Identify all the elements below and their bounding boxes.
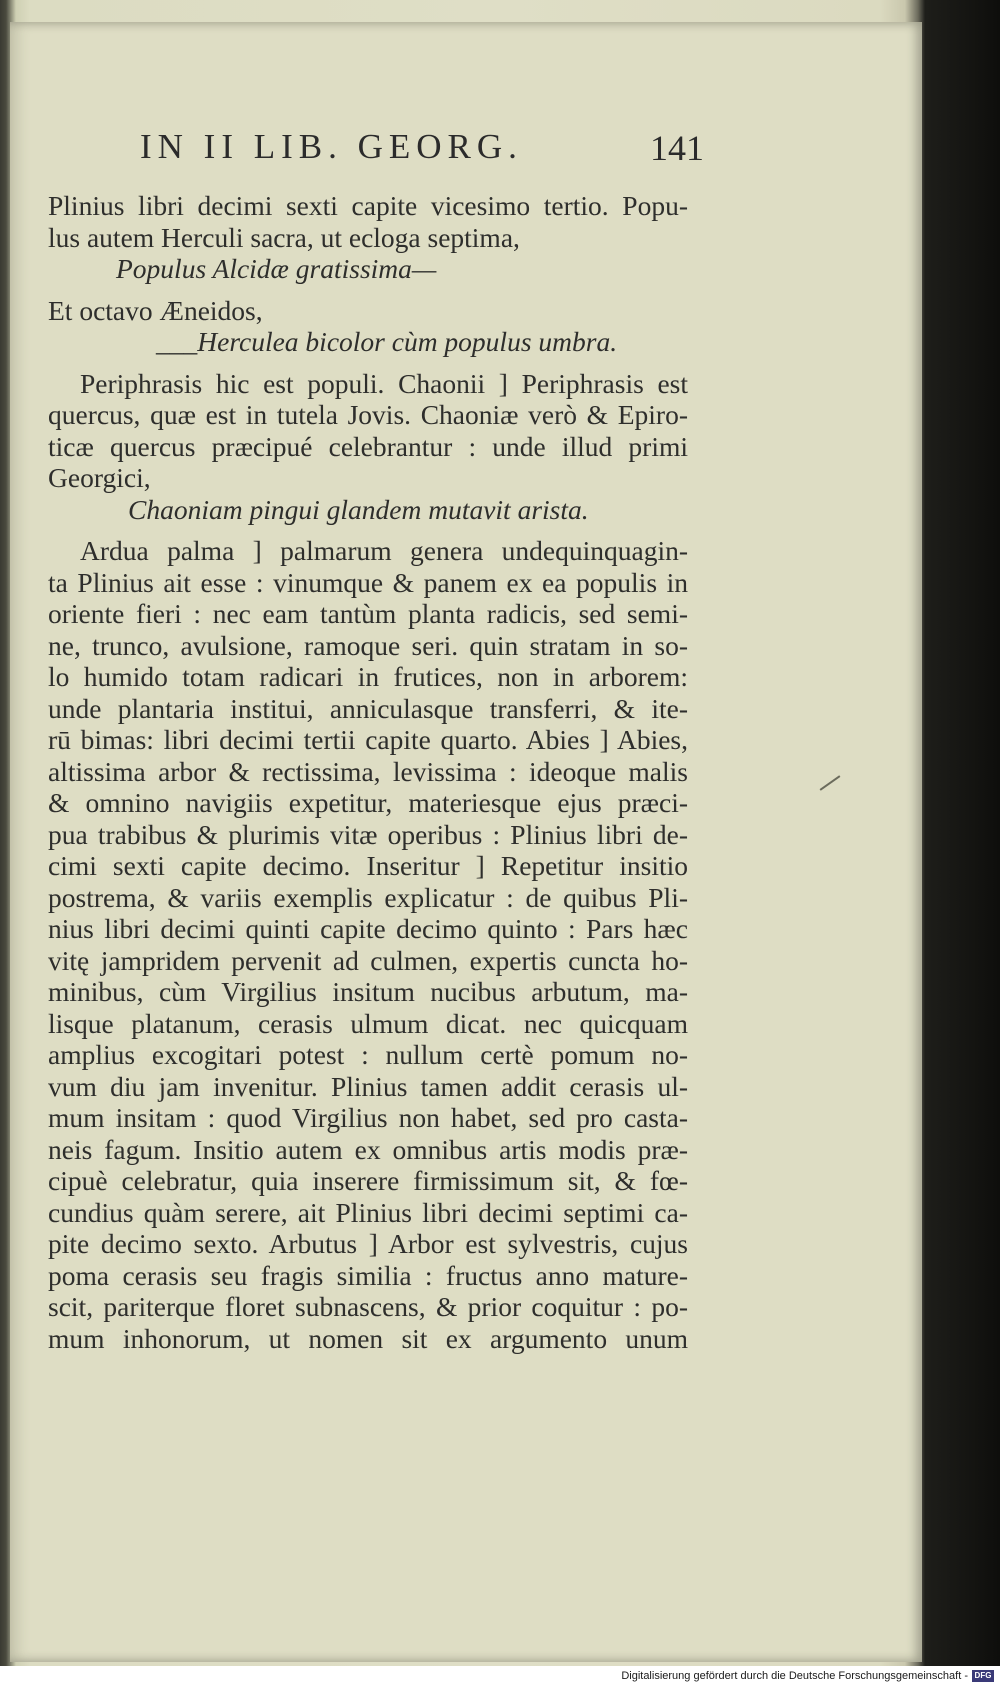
text-line: ta Plinius ait esse : vinumque & panem ex ea populis in [48,566,688,598]
text-line: altissima arbor & rectissima, levissima : ideoque malis [48,755,688,787]
text-line: Georgici, [48,462,151,493]
page-number: 141 [650,128,704,168]
text-line: vitę jampridem pervenit ad culmen, expertis cuncta ho- [48,944,688,976]
text-line: vum diu jam invenitur. Plinius tamen addit cerasis ul- [48,1070,688,1102]
footer-bar [0,1666,1000,1688]
running-head: IN II LIB. GEORG. [140,127,523,166]
dfg-logo: DFG [972,1670,994,1682]
text-line: minibus, cùm Virgilius insitum nucibus arbutum, ma- [48,976,688,1007]
text-line: ne, trunco, avulsione, ramoque seri. quin stratam in so- [48,629,688,661]
text-line: neis fagum. Insitio autem ex omnibus artis modis præ- [48,1133,688,1165]
text-line: Ardua palma ] palmarum genera undequinquagin- [80,535,688,566]
text-line: amplius excogitari potest : nullum certè pomum no- [48,1039,688,1070]
text-line: unde plantaria institui, anniculasque transferri, & ite- [48,692,688,724]
text-line: rū bimas: libri decimi tertii capite quarto. Abies ] Abies, [48,724,688,755]
text-line: cimi sexti capite decimo. Inseritur ] Repetitur insitio [48,850,688,881]
text-line: mum inhonorum, ut nomen sit ex argumento unum [48,1322,688,1354]
text-line: mum insitam : quod Virgilius non habet, sed pro casta- [48,1102,688,1133]
book-page [10,22,922,1662]
text-line: cipuè celebratur, quia inserere firmissimum sit, & fœ- [48,1165,688,1196]
text-line: Et octavo Æneidos, [48,294,263,326]
text-line: cundius quàm serere, ait Plinius libri decimi septimi ca- [48,1196,688,1228]
body-text [48,190,688,1354]
text-line: Periphrasis hic est populi. Chaonii ] Periphrasis est [80,367,688,399]
text-line: lo humido totam radicari in frutices, non in arborem: [48,661,688,692]
text-line: & omnino navigiis expetitur, materiesque ejus præci- [48,787,688,818]
text-line: lus autem Herculi sacra, ut ecloga septima, [48,221,520,253]
text-line: pite decimo sexto. Arbutus ] Arbor est sylvestris, cujus [48,1228,688,1259]
text-line: ticæ quercus præcipué celebrantur : unde illud primi [48,430,688,462]
text-line: poma cerasis seu fragis similia : fructus anno mature- [48,1259,688,1291]
text-line: oriente fieri : nec eam tantùm planta radicis, sed semi- [48,598,688,629]
footer-credit: Digitalisierung gefördert durch die Deutsche Forschungsgemeinschaft - [621,1670,968,1682]
text-line: ___Herculea bicolor cùm populus umbra. [156,326,618,357]
text-line: Plinius libri decimi sexti capite vicesimo tertio. Popu- [48,190,688,221]
text-line: pua trabibus & plurimis vitæ operibus : Plinius libri de- [48,818,688,850]
text-line: postrema, & variis exemplis explicatur : de quibus Pli- [48,881,688,913]
text-line: quercus, quæ est in tutela Jovis. Chaoniæ verò & Epiro- [48,399,688,430]
text-line: Chaoniam pingui glandem mutavit arista. [128,493,589,525]
text-line: nius libri decimi quinti capite decimo quinto : Pars hæc [48,913,688,944]
text-line: lisque platanum, cerasis ulmum dicat. nec quicquam [48,1007,688,1039]
text-line: Populus Alcidæ gratissima— [116,253,437,284]
margin-pencil-mark [820,775,841,790]
text-line: scit, pariterque floret subnascens, & prior coquitur : po- [48,1291,688,1322]
